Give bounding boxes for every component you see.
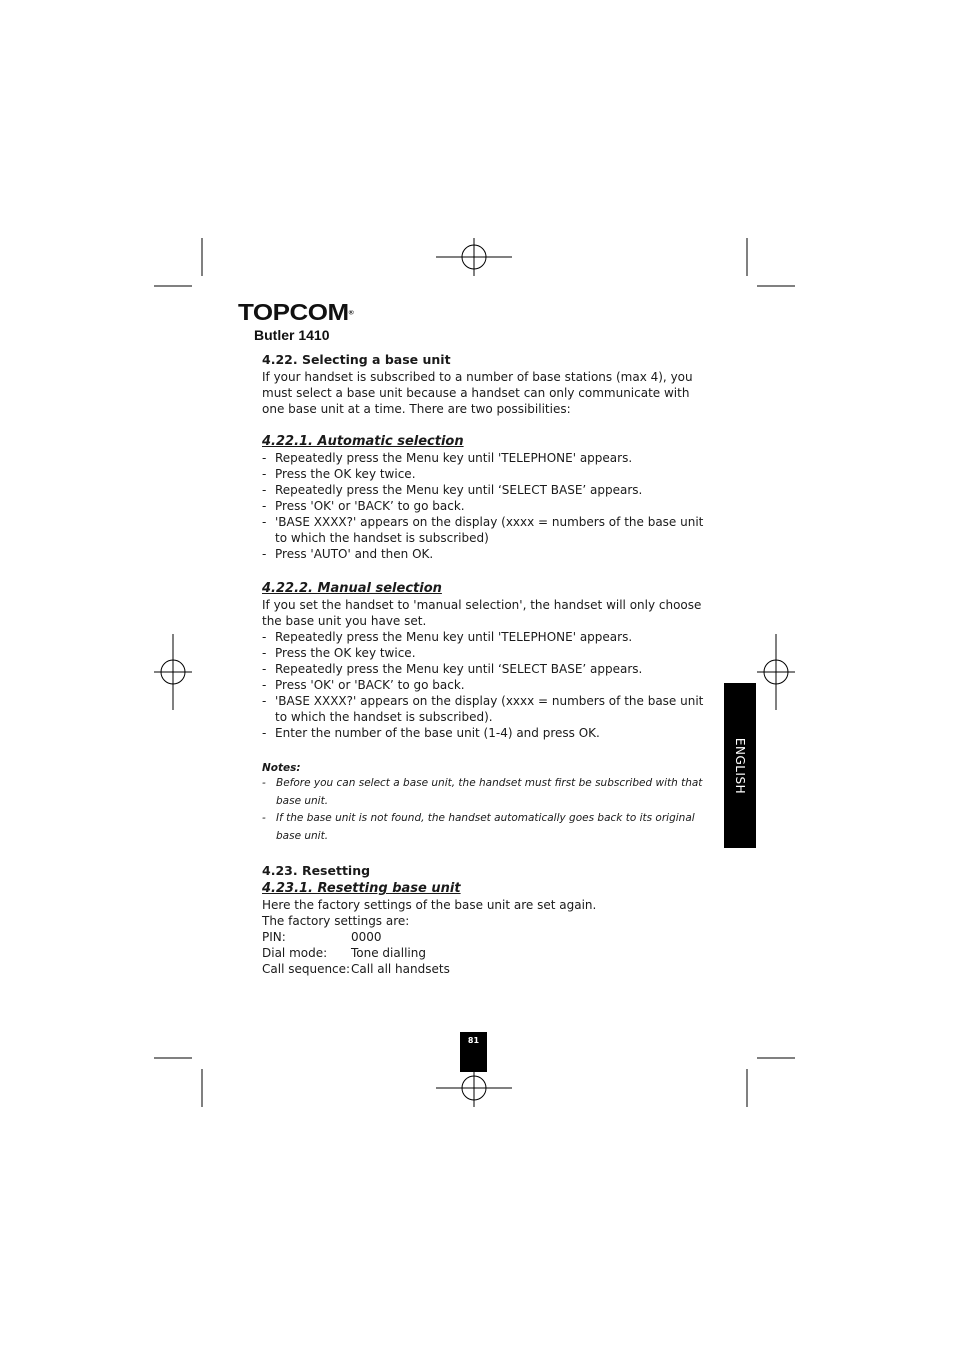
- language-side-tab: [724, 683, 756, 848]
- subsection-title-manual: 4.22.2. Manual selection: [262, 581, 442, 596]
- setting-value: 0000: [351, 930, 382, 944]
- note-item: - Before you can select a base unit, the handset must first be subscribed with that base unit.: [262, 775, 704, 810]
- list-item: - Press 'OK' or 'BACK’ to go back.: [262, 677, 704, 693]
- language-label: ENGLISH: [733, 737, 747, 794]
- setting-key: PIN:: [262, 930, 286, 944]
- reset-line-1: Here the factory settings of the base unit are set again.: [262, 898, 597, 912]
- list-item: - 'BASE XXXX?' appears on the display (xxxx = numbers of the base unit to which the handset is subscribed).: [262, 693, 704, 725]
- page-number-tab: [460, 1032, 487, 1072]
- automatic-steps-list: [262, 450, 704, 562]
- factory-settings: [262, 929, 704, 977]
- page-content: [262, 351, 704, 977]
- notes-title: Notes:: [262, 762, 301, 774]
- notes-list: [262, 775, 704, 845]
- list-item: - Repeatedly press the Menu key until 'TELEPHONE' appears.: [262, 450, 704, 466]
- list-item: - Press the OK key twice.: [262, 466, 704, 482]
- list-item: - 'BASE XXXX?' appears on the display (xxxx = numbers of the base unit to which the handset is subscribed): [262, 514, 704, 546]
- subsection-title-resetting: 4.23.1. Resetting base unit: [262, 881, 461, 896]
- logo-model: Butler 1410: [254, 327, 330, 343]
- section-intro: If your handset is subscribed to a number of base stations (max 4), you must select a base unit because a handset can only communicate with one base unit at a time. There are two possibilities:: [262, 370, 693, 416]
- section-title-4-22: 4.22. Selecting a base unit: [262, 352, 451, 367]
- page-number: 81: [467, 1036, 480, 1045]
- logo-wordmark: [238, 298, 354, 326]
- list-item: - Repeatedly press the Menu key until ‘SELECT BASE’ appears.: [262, 482, 704, 498]
- list-item: - Repeatedly press the Menu key until ‘SELECT BASE’ appears.: [262, 661, 704, 677]
- list-item: - Enter the number of the base unit (1-4) and press OK.: [262, 725, 704, 741]
- registered-mark: ®: [348, 309, 354, 317]
- setting-row-call-sequence: [262, 961, 704, 977]
- section-title-4-23: 4.23. Resetting: [262, 863, 371, 878]
- setting-value: Call all handsets: [351, 962, 450, 976]
- list-item: - Press the OK key twice.: [262, 645, 704, 661]
- setting-key: Call sequence:: [262, 962, 351, 976]
- logo-brand-text: TOPCOM: [238, 298, 349, 326]
- subsection-title-automatic: 4.22.1. Automatic selection: [262, 434, 464, 449]
- setting-row-pin: [262, 929, 704, 945]
- list-item: - Repeatedly press the Menu key until 'TELEPHONE' appears.: [262, 629, 704, 645]
- list-item: - Press 'OK' or 'BACK’ to go back.: [262, 498, 704, 514]
- reset-line-2: The factory settings are:: [262, 914, 410, 928]
- manual-steps-list: [262, 629, 704, 741]
- setting-key: Dial mode:: [262, 946, 328, 960]
- setting-value: Tone dialling: [351, 946, 426, 960]
- list-item: - Press 'AUTO' and then OK.: [262, 546, 704, 562]
- setting-row-dial-mode: [262, 945, 704, 961]
- brand-logo: [238, 300, 353, 343]
- note-item: - If the base unit is not found, the handset automatically goes back to its original base unit.: [262, 810, 704, 845]
- manual-intro: If you set the handset to 'manual selection', the handset will only choose the base unit you have set.: [262, 598, 702, 628]
